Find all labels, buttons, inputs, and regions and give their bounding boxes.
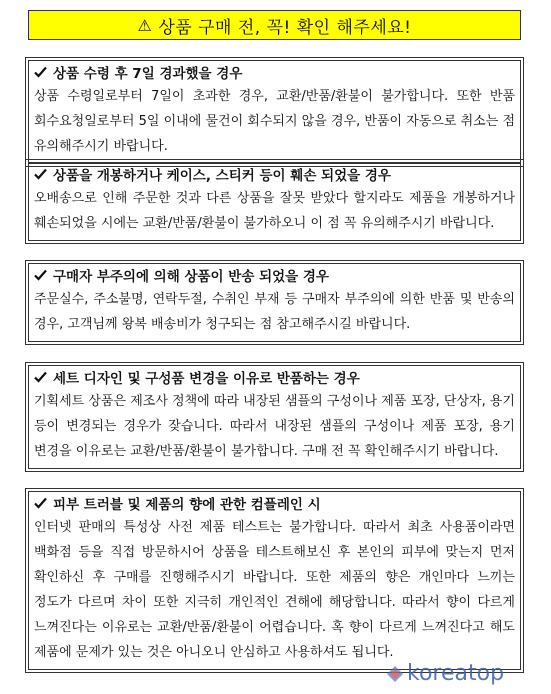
notice-box-buyer-negligence [28,263,521,342]
notice-body: 기획세트 상품은 제조사 정책에 따라 내장된 샘플의 구성이나 제품 포장, 단상자, 용기 등이 변경되는 경우가 잦습니다. 따라서 내장된 샘플의 구성이나 제품 포장, 용기 변경을 이유로는 교환/반품/환불이 불가합니다. 구매 전 꼭 확인해주시기 바랍니다. [34,394,515,459]
notice-title: 세트 디자인 및 구성품 변경을 이유로 반품하는 경우 [34,369,515,389]
banner-text: 상품 구매 전, 꼭! 확인 해주세요! [158,17,412,38]
watermark-text: koreatop [407,660,505,686]
check-icon [34,369,47,389]
koreatop-logo-icon [386,664,404,682]
notice-body: 상품 수령일로부터 7일이 초과한 경우, 교환/반품/환불이 불가합니다. 또한 반품 회수요청일로부터 5일 이내에 물건이 회수되지 않을 경우, 반품이 자동으로 취소는 점 유의해주시기 바랍니다. [34,89,515,154]
notice-box-opened-damaged [28,162,521,241]
check-icon [34,267,47,287]
check-icon [34,64,47,84]
koreatop-watermark [386,660,504,686]
notice-box-set-design-change [28,365,521,469]
notice-body: 인터넷 판매의 특성상 사전 제품 테스트는 불가합니다. 따라서 최초 사용품이라면 백화점 등을 직접 방문하시어 상품을 테스트해보신 후 본인의 피부에 맞는지 먼저 확인하신 후 구매를 진행해주시기 바랍니다. 또한 제품의 향은 개인마다 느끼는 정도가 다르며 차이 또한 지극히 개인적인 견해에 해당합니다. 따라서 향이 다르게 느껴진다는 이유로는 교환/반품/환불이 어렵습니다. 혹 향이 다르게 느껴진다고 해도 제품에 문제가 있는 것은 아니오니 안심하고 사용하셔도 됩니다. [34,520,515,660]
notice-body: 오배송으로 인해 주문한 것과 다른 상품을 잘못 받았다 할지라도 제품을 개봉하거나 훼손되었을 시에는 교환/반품/환불이 불가하오니 이 점 꼭 유의해주시기 바랍니다. [34,191,515,231]
notice-title: 피부 트러블 및 제품의 향에 관한 컴플레인 시 [34,495,515,515]
notice-title: 상품 수령 후 7일 경과했을 경우 [34,64,515,84]
check-icon [34,495,47,515]
notice-body: 주문실수, 주소불명, 연락두절, 수취인 부재 등 구매자 부주의에 의한 반품 및 반송의 경우, 고객님께 왕복 배송비가 청구되는 점 참고해주시길 바랍니다. [34,292,515,332]
check-icon [34,166,47,186]
notice-box-7-days [28,60,521,164]
notice-title: 상품을 개봉하거나 케이스, 스티커 등이 훼손 되었을 경우 [34,166,515,186]
warning-icon: ⚠ [137,15,153,35]
notice-title: 구매자 부주의에 의해 상품이 반송 되었을 경우 [34,267,515,287]
warning-banner [28,10,521,40]
notice-box-skin-scent [28,491,521,670]
